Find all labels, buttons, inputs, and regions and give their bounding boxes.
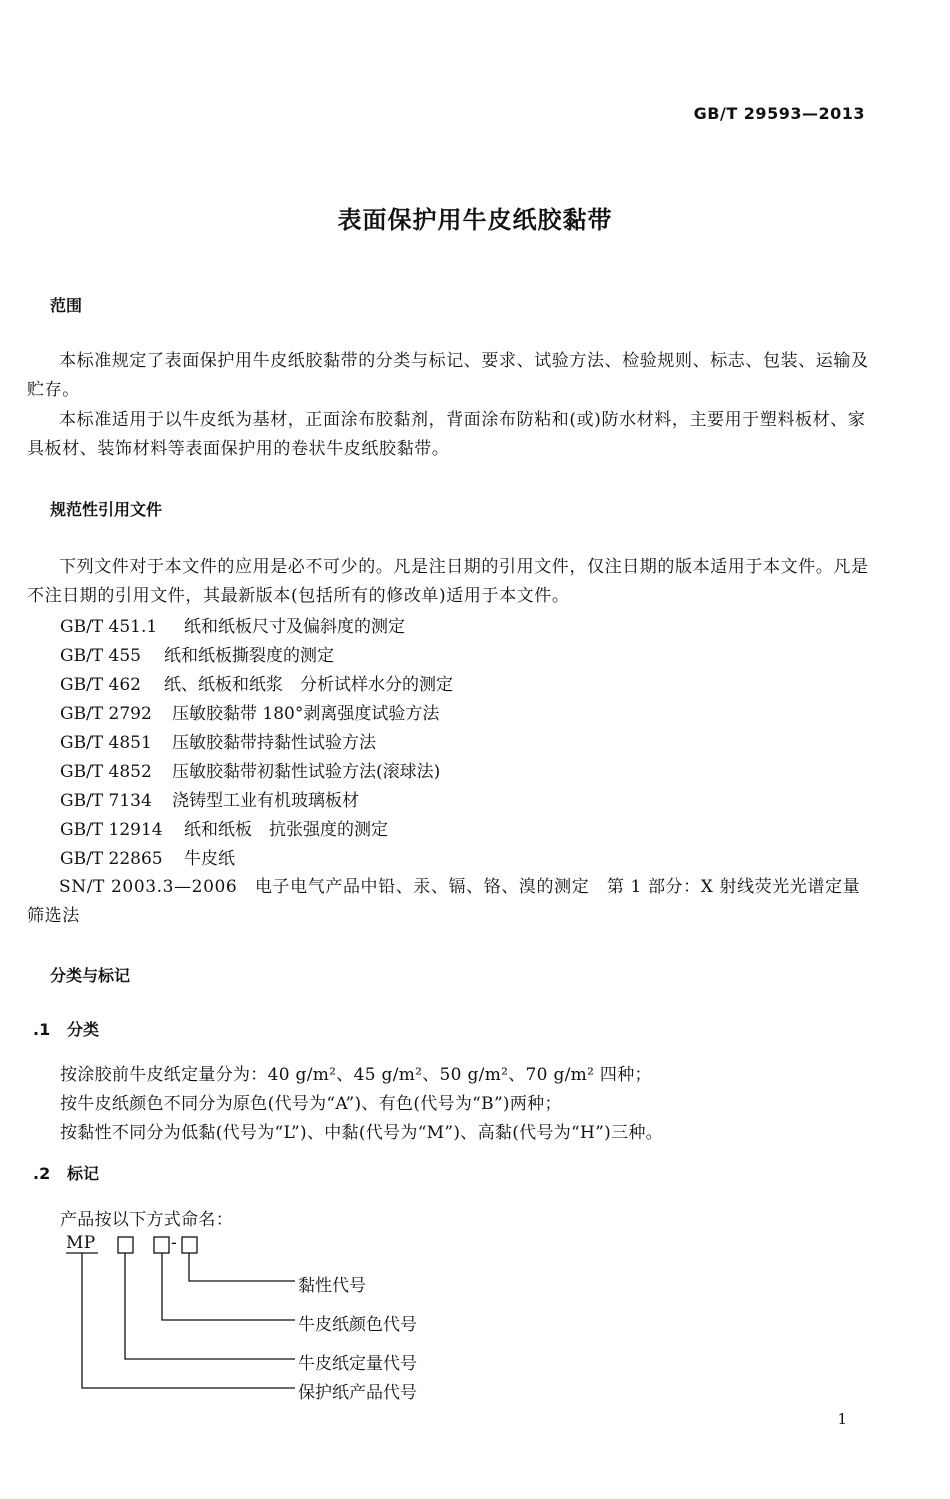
section-heading-scope: 范围: [50, 296, 83, 315]
leader-line-product: [82, 1253, 295, 1388]
classification-line: 按黏性不同分为低黏(代号为“L”)、中黏(代号为“M”)、高黏(代号为“H”)三种。: [60, 1123, 663, 1143]
subsection-marking: .2 标记: [33, 1164, 100, 1183]
label-weight-code: 牛皮纸定量代号: [298, 1354, 417, 1374]
reference-item: GB/T 12914 纸和纸板 抗张强度的测定: [60, 820, 388, 840]
code-box-tack: [182, 1237, 197, 1253]
section-heading-normative-references: 规范性引用文件: [50, 500, 163, 519]
diagram-prefix: MP: [66, 1233, 96, 1253]
diagram-dash: -: [171, 1233, 178, 1253]
leader-line-weight: [125, 1253, 295, 1359]
code-box-weight: [118, 1237, 133, 1253]
references-intro: 下列文件对于本文件的应用是必不可少的。凡是注日期的引用文件，仅注日期的版本适用于本文件。凡是不注日期的引用文件，其最新版本(包括所有的修改单)适用于本文件。: [27, 557, 869, 606]
section-heading-classification: 分类与标记: [50, 966, 131, 985]
classification-line: 按涂胶前牛皮纸定量分为：40 g/m²、45 g/m²、50 g/m²、70 g/m² 四种；: [60, 1065, 652, 1085]
document-title: 表面保护用牛皮纸胶黏带: [337, 206, 613, 234]
standard-number: GB/T 29593—2013: [693, 104, 865, 123]
subsection-classification: .1 分类: [33, 1020, 100, 1039]
leader-line-color: [162, 1253, 295, 1320]
reference-item-last: SN/T 2003.3—2006 电子电气产品中铅、汞、镉、铬、溴的测定 第 1 部分：X 射线荧光光谱定量筛选法: [27, 877, 861, 926]
reference-item: GB/T 462 纸、纸板和纸浆 分析试样水分的测定: [60, 675, 453, 695]
reference-item: GB/T 2792 压敏胶黏带 180°剥离强度试验方法: [60, 704, 440, 724]
classification-line: 按牛皮纸颜色不同分为原色(代号为“A”)、有色(代号为“B”)两种；: [60, 1094, 562, 1114]
naming-intro: 产品按以下方式命名：: [60, 1210, 233, 1230]
page-number: 1: [837, 1410, 847, 1428]
label-color-code: 牛皮纸颜色代号: [298, 1315, 417, 1335]
code-box-color: [154, 1237, 169, 1253]
reference-item: GB/T 455 纸和纸板撕裂度的测定: [60, 646, 334, 666]
label-product-code: 保护纸产品代号: [298, 1383, 417, 1403]
scope-paragraph-2: 本标准适用于以牛皮纸为基材，正面涂布胶黏剂，背面涂布防粘和(或)防水材料，主要用于塑料板材、家具板材、装饰材料等表面保护用的卷状牛皮纸胶黏带。: [27, 410, 866, 459]
reference-item: GB/T 22865 牛皮纸: [60, 849, 235, 869]
label-tack-code: 黏性代号: [298, 1276, 366, 1296]
reference-item: GB/T 7134 浇铸型工业有机玻璃板材: [60, 791, 359, 811]
leader-line-tack: [189, 1253, 295, 1281]
reference-item: GB/T 4851 压敏胶黏带持黏性试验方法: [60, 733, 376, 753]
reference-item: GB/T 4852 压敏胶黏带初黏性试验方法(滚球法): [60, 762, 441, 782]
scope-paragraph-1: 本标准规定了表面保护用牛皮纸胶黏带的分类与标记、要求、试验方法、检验规则、标志、包装、运输及贮存。: [27, 351, 869, 400]
reference-item: GB/T 451.1 纸和纸板尺寸及偏斜度的测定: [60, 617, 405, 637]
